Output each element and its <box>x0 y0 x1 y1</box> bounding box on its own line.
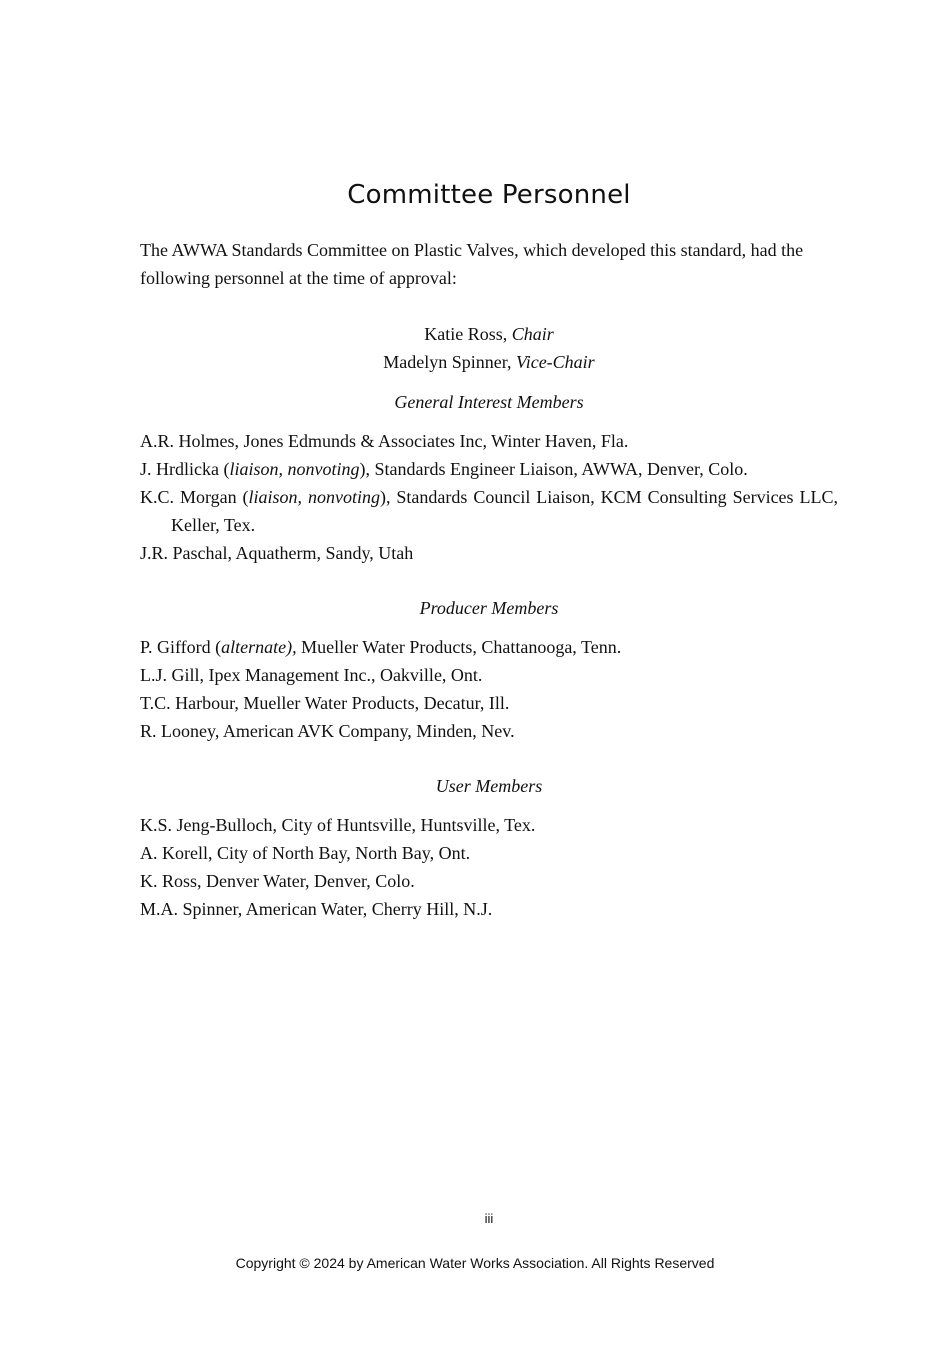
member-name: K.C. Morgan ( <box>140 487 249 507</box>
member-name: K. Ross <box>140 871 198 891</box>
chair-line <box>140 320 838 348</box>
member-affiliation: , City of Huntsville, Huntsville, Tex. <box>272 815 536 835</box>
general-interest-list <box>140 427 838 567</box>
list-item <box>140 895 838 923</box>
list-item <box>140 483 838 539</box>
member-name: L.J. Gill <box>140 665 200 685</box>
member-name: K.S. Jeng-Bulloch <box>140 815 273 835</box>
list-item <box>140 811 838 839</box>
user-heading: User Members <box>435 776 543 796</box>
committee-officers <box>140 320 838 376</box>
member-affiliation: ), Standards Council Liaison, KCM Consulting Services LLC, Keller, Tex. <box>171 487 838 535</box>
member-name: A. Korell <box>140 843 208 863</box>
member-name: P. Gifford ( <box>140 637 222 657</box>
document-body <box>140 236 838 923</box>
member-name: A.R. Holmes <box>140 431 235 451</box>
member-affiliation: , City of North Bay, North Bay, Ont. <box>207 843 471 863</box>
member-affiliation: , American AVK Company, Minden, Nev. <box>214 721 515 741</box>
list-item <box>140 427 838 455</box>
list-item <box>140 717 838 745</box>
member-affiliation: , American Water, Cherry Hill, N.J. <box>237 899 493 919</box>
member-affiliation: , Denver Water, Denver, Colo. <box>197 871 415 891</box>
member-note: liaison, nonvoting <box>229 459 360 479</box>
list-item <box>140 455 838 483</box>
member-affiliation: , Jones Edmunds & Associates Inc, Winter Haven, Fla. <box>234 431 629 451</box>
chair-name: Katie Ross, <box>424 324 512 344</box>
member-note: alternate), <box>221 637 297 657</box>
member-note: liaison, nonvoting <box>248 487 380 507</box>
member-name: M.A. Spinner <box>140 899 238 919</box>
member-affiliation: ), Standards Engineer Liaison, AWWA, Denver, Colo. <box>359 459 748 479</box>
member-affiliation: , Mueller Water Products, Decatur, Ill. <box>234 693 510 713</box>
member-affiliation: Mueller Water Products, Chattanooga, Tenn. <box>296 637 622 657</box>
list-item <box>140 661 838 689</box>
producer-list <box>140 633 838 745</box>
chair-role: Chair <box>511 324 554 344</box>
list-item <box>140 839 838 867</box>
list-item <box>140 867 838 895</box>
producer-heading: Producer Members <box>419 598 559 618</box>
page-number: iii <box>484 1211 494 1226</box>
member-name: R. Looney <box>140 721 215 741</box>
member-name: J.R. Paschal <box>140 543 228 563</box>
member-affiliation: , Aquatherm, Sandy, Utah <box>227 543 414 563</box>
page-title: Committee Personnel <box>347 180 631 210</box>
member-affiliation: , Ipex Management Inc., Oakville, Ont. <box>199 665 483 685</box>
intro-paragraph: The AWWA Standards Committee on Plastic Valves, which developed this standard, had the following personnel at the time of approval: <box>140 240 804 288</box>
member-name: T.C. Harbour <box>140 693 235 713</box>
user-list <box>140 811 838 923</box>
general-interest-heading: General Interest Members <box>394 392 584 412</box>
list-item <box>140 633 838 661</box>
vice-chair-role: Vice-Chair <box>516 352 595 372</box>
vice-chair-line <box>140 348 838 376</box>
list-item <box>140 689 838 717</box>
list-item <box>140 539 838 567</box>
vice-chair-name: Madelyn Spinner, <box>383 352 517 372</box>
copyright-footer: Copyright © 2024 by American Water Works Association. All Rights Reserved <box>235 1255 715 1271</box>
member-name: J. Hrdlicka ( <box>140 459 230 479</box>
